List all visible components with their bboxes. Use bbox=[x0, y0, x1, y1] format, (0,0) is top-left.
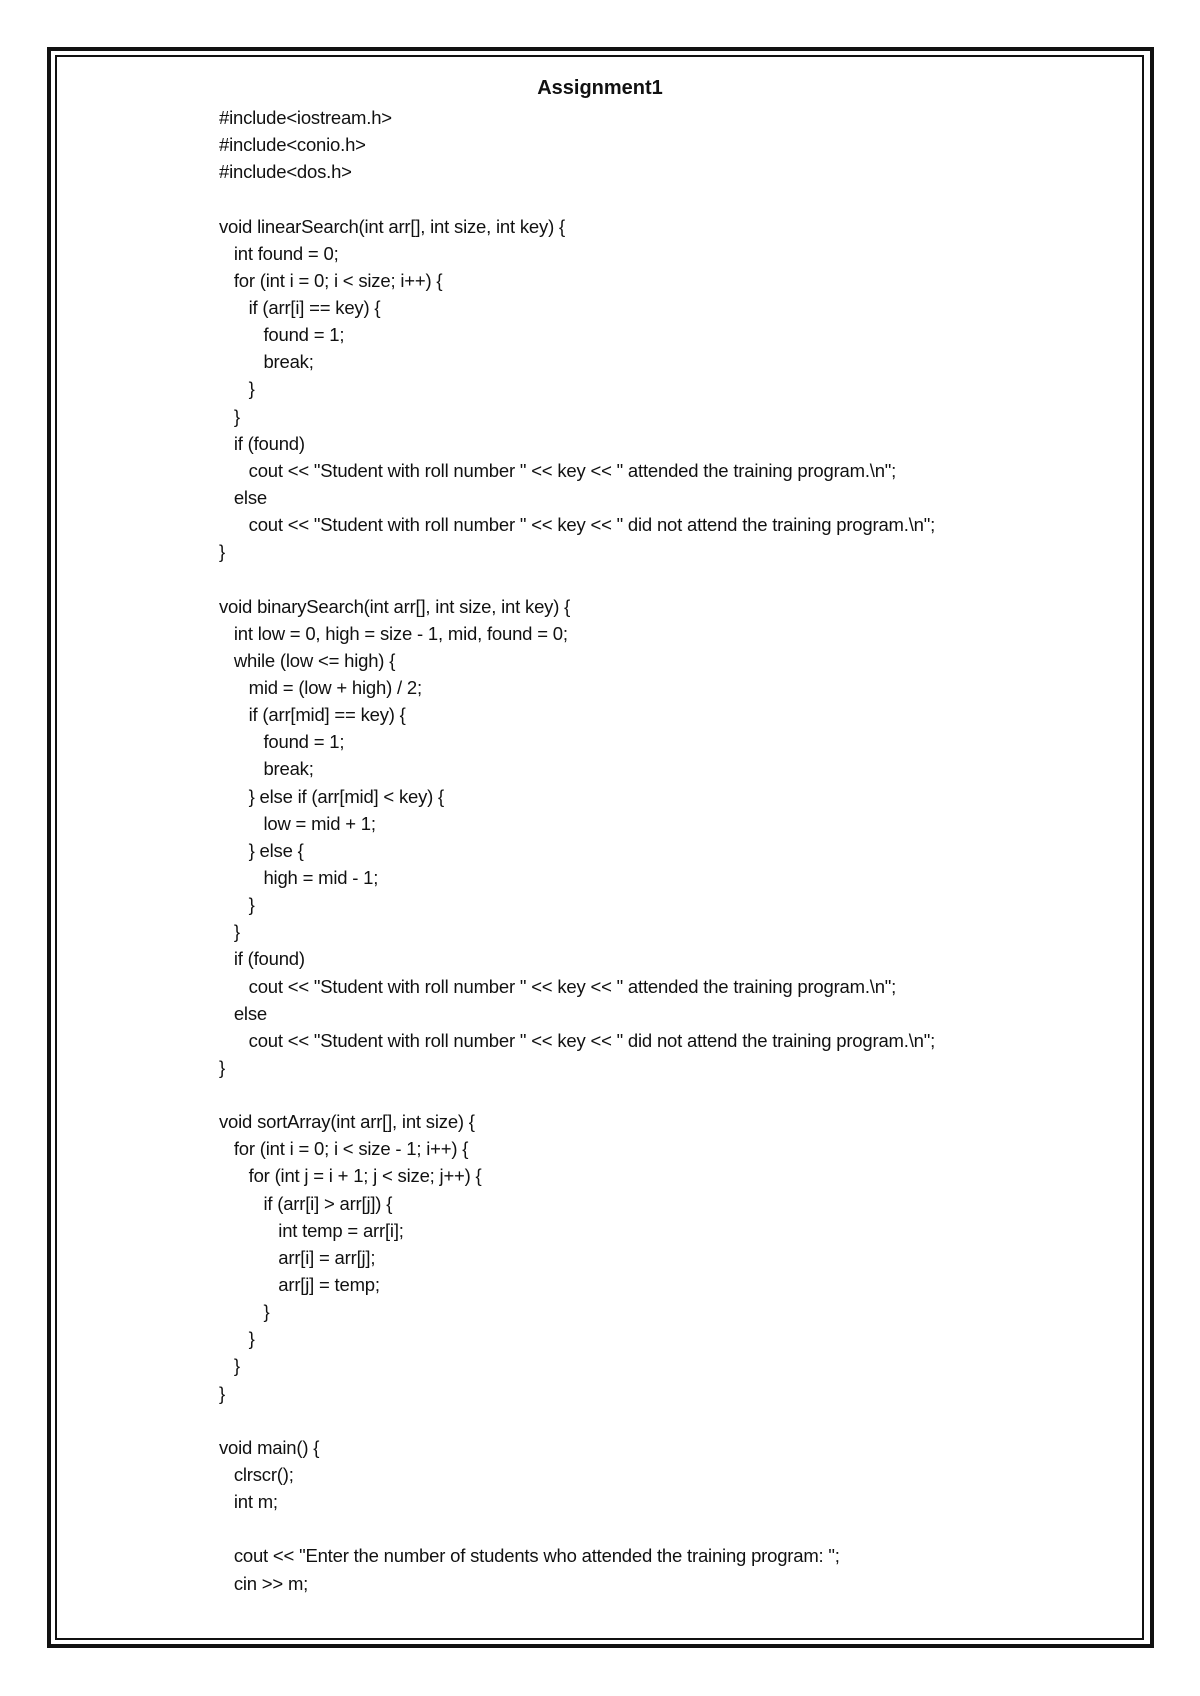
code-line: if (found) bbox=[219, 432, 305, 454]
code-line: } bbox=[219, 541, 225, 563]
code-line bbox=[219, 185, 1119, 212]
code-line: } bbox=[219, 1056, 225, 1078]
code-line: arr[i] = arr[j]; bbox=[219, 1246, 376, 1268]
code-line: int found = 0; bbox=[219, 242, 339, 264]
code-line: int low = 0, high = size - 1, mid, found = 0; bbox=[219, 622, 568, 644]
code-line: break; bbox=[219, 351, 314, 373]
code-line: cin >> m; bbox=[219, 1572, 309, 1594]
code-line: else bbox=[219, 1002, 267, 1024]
code-line: } else { bbox=[219, 839, 304, 861]
code-line: int m; bbox=[219, 1491, 278, 1513]
code-line: } bbox=[219, 1355, 240, 1377]
code-line bbox=[219, 1407, 1119, 1434]
code-line: if (arr[i] > arr[j]) { bbox=[219, 1192, 393, 1214]
code-line: cout << "Student with roll number " << key << " did not attend the training program.\n"; bbox=[219, 514, 936, 536]
code-line: else bbox=[219, 486, 267, 508]
code-line: if (found) bbox=[219, 948, 305, 970]
code-line: } bbox=[219, 405, 240, 427]
code-line bbox=[219, 1081, 1119, 1108]
code-line: cout << "Student with roll number " << key << " attended the training program.\n"; bbox=[219, 975, 897, 997]
code-line: if (arr[i] == key) { bbox=[219, 296, 381, 318]
code-line: for (int i = 0; i < size - 1; i++) { bbox=[219, 1138, 469, 1160]
code-line: } bbox=[219, 1382, 225, 1404]
code-line: cout << "Student with roll number " << key << " attended the training program.\n"; bbox=[219, 459, 897, 481]
code-line: } else if (arr[mid] < key) { bbox=[219, 785, 445, 807]
code-line: int temp = arr[i]; bbox=[219, 1219, 404, 1241]
code-line: } bbox=[219, 921, 240, 943]
code-line bbox=[219, 1515, 1119, 1542]
code-line: break; bbox=[219, 758, 314, 780]
code-line: arr[j] = temp; bbox=[219, 1274, 380, 1296]
code-line: clrscr(); bbox=[219, 1464, 294, 1486]
page-title: Assignment1 bbox=[537, 77, 663, 99]
code-line: } bbox=[219, 1328, 255, 1350]
code-line: low = mid + 1; bbox=[219, 812, 376, 834]
code-line: found = 1; bbox=[219, 324, 345, 346]
code-line: high = mid - 1; bbox=[219, 866, 379, 888]
code-line: #include<conio.h> bbox=[219, 134, 366, 156]
code-line: } bbox=[219, 1301, 270, 1323]
code-line: if (arr[mid] == key) { bbox=[219, 704, 406, 726]
code-line: } bbox=[219, 378, 255, 400]
code-block bbox=[219, 104, 1119, 1597]
code-line bbox=[219, 565, 1119, 592]
code-line: found = 1; bbox=[219, 731, 345, 753]
code-line: for (int i = 0; i < size; i++) { bbox=[219, 269, 443, 291]
code-line: void linearSearch(int arr[], int size, int key) { bbox=[219, 215, 565, 237]
code-line: void sortArray(int arr[], int size) { bbox=[219, 1111, 475, 1133]
code-line: cout << "Enter the number of students who attended the training program: "; bbox=[219, 1545, 840, 1567]
code-line: while (low <= high) { bbox=[219, 649, 396, 671]
code-line: for (int j = i + 1; j < size; j++) { bbox=[219, 1165, 482, 1187]
code-line: #include<iostream.h> bbox=[219, 107, 392, 128]
code-line: cout << "Student with roll number " << key << " did not attend the training program.\n"; bbox=[219, 1029, 936, 1051]
code-line: void main() { bbox=[219, 1436, 320, 1458]
code-line: #include<dos.h> bbox=[219, 161, 352, 183]
code-line: mid = (low + high) / 2; bbox=[219, 676, 422, 698]
code-line: void binarySearch(int arr[], int size, int key) { bbox=[219, 595, 571, 617]
code-line: } bbox=[219, 894, 255, 916]
